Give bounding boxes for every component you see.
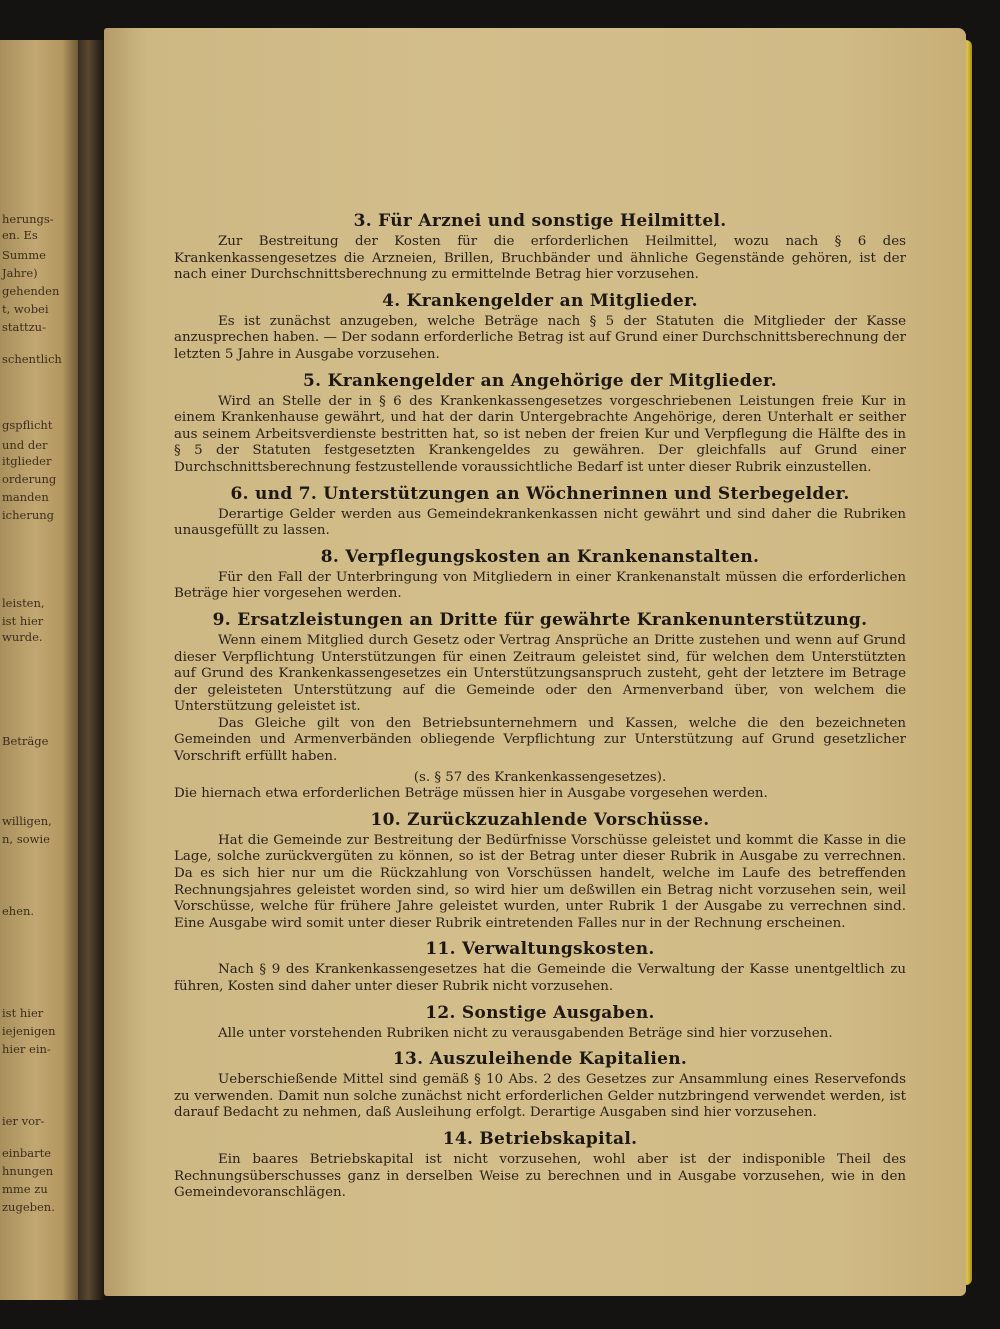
left-page-fragment: einbarte bbox=[2, 1146, 52, 1160]
left-page-fragment: willigen, bbox=[2, 814, 52, 828]
section-arznei bbox=[174, 208, 906, 284]
section-heading: 3. Für Arznei und sonstige Heilmittel. bbox=[353, 211, 727, 231]
left-page-fragment: herungs- bbox=[2, 212, 54, 226]
left-page-fragment: t, wobei bbox=[2, 302, 49, 316]
section-paragraph: Ueberschießende Mittel sind gemäß § 10 Abs. 2 des Gesetzes zur Ansammlung eines Reservefonds zu verwenden. Damit nun solche zunächst nicht erforderlichen Gelder nutzbringend verwendet werden, ist darauf Bedacht zu nehmen, daß Ausleihung erfolgt. Derartige Ausgaben sind hier vorzusehen. bbox=[174, 1072, 906, 1121]
section-heading: 6. und 7. Unterstützungen an Wöchnerinnen und Sterbegelder. bbox=[230, 483, 850, 504]
section-betriebskapital bbox=[174, 1126, 906, 1202]
section-heading: 5. Krankengelder an Angehörige der Mitglieder. bbox=[303, 370, 777, 391]
left-page-fragment: ist hier bbox=[2, 1006, 44, 1020]
left-page-fragment: ist hier bbox=[2, 614, 44, 628]
left-facing-page bbox=[0, 40, 78, 1300]
section-paragraph: Es ist zunächst anzugeben, welche Beträge nach § 5 der Statuten die Mitglieder der Kasse anzusprechen haben. — Der sodann erforderliche Betrag ist auf Grund einer Durchschnittsberechnung der letzten 5 Jahre in Ausgabe vorzusehen. bbox=[174, 313, 906, 362]
section-paragraph: Wenn einem Mitglied durch Gesetz oder Vertrag Ansprüche an Dritte zustehen und wenn auf Grund dieser Verpflichtung Unterstützungen für einen Zeitraum geleistet sind, für welchen dem Unterstützten auf Grund des Krankenkassengesetzes ein Unterstützungsanspruch zusteht, geht der letztere im Betrage der geleisteten Unterstützung auf die Gemeinde oder den Armenverband über, von welchem die Unterstützung geleistet ist. bbox=[174, 632, 906, 715]
section-vorschuesse bbox=[174, 807, 906, 933]
document-page bbox=[104, 28, 966, 1296]
section-kapitalien bbox=[174, 1046, 906, 1122]
left-page-fragment: n, sowie bbox=[2, 832, 50, 846]
left-page-fragment: wurde. bbox=[2, 630, 43, 644]
left-page-fragment: ier vor- bbox=[2, 1114, 45, 1128]
section-heading: 12. Sonstige Ausgaben. bbox=[425, 1002, 655, 1023]
left-page-fragment: itglieder bbox=[2, 454, 52, 468]
book-binding bbox=[78, 40, 104, 1300]
section-verpflegungskosten bbox=[174, 544, 906, 603]
left-page-fragment: iejenigen bbox=[2, 1024, 56, 1038]
section-paragraph: Hat die Gemeinde zur Bestreitung der Bedürfnisse Vorschüsse geleistet und kommt die Kasse in die Lage, solche zurückvergüten zu können, so ist der Betrag unter dieser Rubrik in Ausgabe zu verrechnen. Da es sich hier nur um die Rückzahlung von Vorschüssen handelt, welche im Laufe des betreffenden Rechnungsjahres geleistet worden sind, so wird hier um deßwillen ein Betrag nicht vorzusehen sein, weil Vorschüsse, welche für frühere Jahre geleistet wurden, unter Rubrik 1 der Ausgabe zu verrechnen sind. Eine Ausgabe wird somit unter dieser Rubrik eintretenden Falles nur in der Rechnung erscheinen. bbox=[174, 832, 906, 931]
section-verwaltungskosten bbox=[174, 936, 906, 995]
left-page-fragment: zugeben. bbox=[2, 1200, 55, 1214]
section-paragraph: Für den Fall der Unterbringung von Mitgliedern in einer Krankenanstalt müssen die erforderlichen Beträge hier vorgesehen werden. bbox=[174, 569, 906, 602]
section-paragraph: Ein baares Betriebskapital ist nicht vorzusehen, wohl aber ist der indisponible Theil des Rechnungsüberschusses ganz in derselben Weise zu berechnen und in Ausgabe vorzusehen, wie in den Gemeindevoranschlägen. bbox=[174, 1151, 906, 1201]
left-page-fragment: Beträge bbox=[2, 734, 49, 748]
section-paragraph: Zur Bestreitung der Kosten für die erforderlichen Heilmittel, wozu nach § 6 des Krankenkassengesetzes die Arzneien, Brillen, Bruchbänder und ähnliche Gegenstände gehören, ist der nach einer Durchschnittsberechnung zu ermittelnde Betrag hier vorzusehen. bbox=[174, 234, 906, 283]
left-page-fragment: und der bbox=[2, 438, 48, 452]
left-page-fragment: Summe bbox=[2, 248, 46, 262]
section-closing: Die hiernach etwa erforderlichen Beträge müssen hier in Ausgabe vorgesehen werden. bbox=[174, 786, 768, 802]
section-paragraph: Wird an Stelle der in § 6 des Krankenkassengesetzes vorgeschriebenen Leistungen freie Kur in einem Krankenhause gewährt, und hat der darin Untergebrachte Angehörige, deren Unterhalt er seither aus seinem Arbeitsverdienste bestritten hat, so ist neben der freien Kur und Verpflegung die Hälfte des in § 5 der Statuten festgesetzten Krankengeldes zu gewähren. Der gleichfalls auf Grund einer Durchschnittsberechnung festzustellende voraussichtliche Bedarf ist unter dieser Rubrik einzustellen. bbox=[174, 393, 906, 475]
section-heading: 10. Zurückzuzahlende Vorschüsse. bbox=[370, 809, 710, 830]
section-woechnerinnen bbox=[174, 481, 906, 540]
page-content bbox=[174, 208, 906, 1202]
section-krankengelder-angehoerige bbox=[174, 368, 906, 477]
left-page-fragment: manden bbox=[2, 490, 49, 504]
left-page-fragment: leisten, bbox=[2, 596, 45, 610]
left-page-fragment: stattzu- bbox=[2, 320, 46, 334]
left-page-fragment: gehenden bbox=[2, 284, 60, 298]
left-page-fragment: gspflicht bbox=[2, 418, 53, 432]
left-page-fragment: hier ein- bbox=[2, 1042, 51, 1056]
section-paragraph: Nach § 9 des Krankenkassengesetzes hat die Gemeinde die Verwaltung der Kasse unentgeltlich zu führen, Kosten sind daher unter dieser Rubrik nicht vorzusehen. bbox=[174, 962, 906, 994]
left-page-fragment: ehen. bbox=[2, 904, 35, 918]
left-page-fragment: Jahre) bbox=[2, 266, 38, 280]
section-heading: 13. Auszuleihende Kapitalien. bbox=[392, 1049, 688, 1070]
section-krankengelder-mitglieder bbox=[174, 288, 906, 364]
left-page-fragment: mme zu bbox=[2, 1182, 48, 1196]
section-heading: 8. Verpflegungskosten an Krankenanstalten. bbox=[320, 546, 760, 567]
section-heading: 9. Ersatzleistungen an Dritte für gewährte Krankenunterstützung. bbox=[212, 609, 868, 630]
left-page-fragment: hnungen bbox=[2, 1164, 54, 1178]
section-heading: 4. Krankengelder an Mitglieder. bbox=[382, 290, 698, 311]
section-heading: 11. Verwaltungskosten. bbox=[425, 939, 655, 960]
section-sonstige-ausgaben bbox=[174, 1000, 906, 1043]
left-page-fragment: schentlich bbox=[2, 352, 62, 366]
left-page-fragment: icherung bbox=[2, 508, 55, 522]
section-paragraph: Das Gleiche gilt von den Betriebsunternehmern und Kassen, welche die den bezeichneten Gemeinden und Armenverbänden obliegende Verpflichtung zur Unterstützung auf Grund gesetzlicher Vorschrift erfüllt haben. bbox=[174, 715, 906, 765]
section-ersatzleistungen bbox=[174, 607, 906, 803]
left-page-fragment: en. Es bbox=[2, 228, 38, 242]
section-note: (s. § 57 des Krankenkassengesetzes). bbox=[413, 769, 667, 785]
left-page-fragment: orderung bbox=[2, 472, 57, 486]
section-paragraph: Derartige Gelder werden aus Gemeindekrankenkassen nicht gewährt und sind daher die Rubriken unausgefüllt zu lassen. bbox=[174, 506, 906, 539]
section-paragraph: Alle unter vorstehenden Rubriken nicht zu verausgabenden Beträge sind hier vorzusehen. bbox=[218, 1025, 833, 1041]
section-heading: 14. Betriebskapital. bbox=[442, 1128, 638, 1149]
